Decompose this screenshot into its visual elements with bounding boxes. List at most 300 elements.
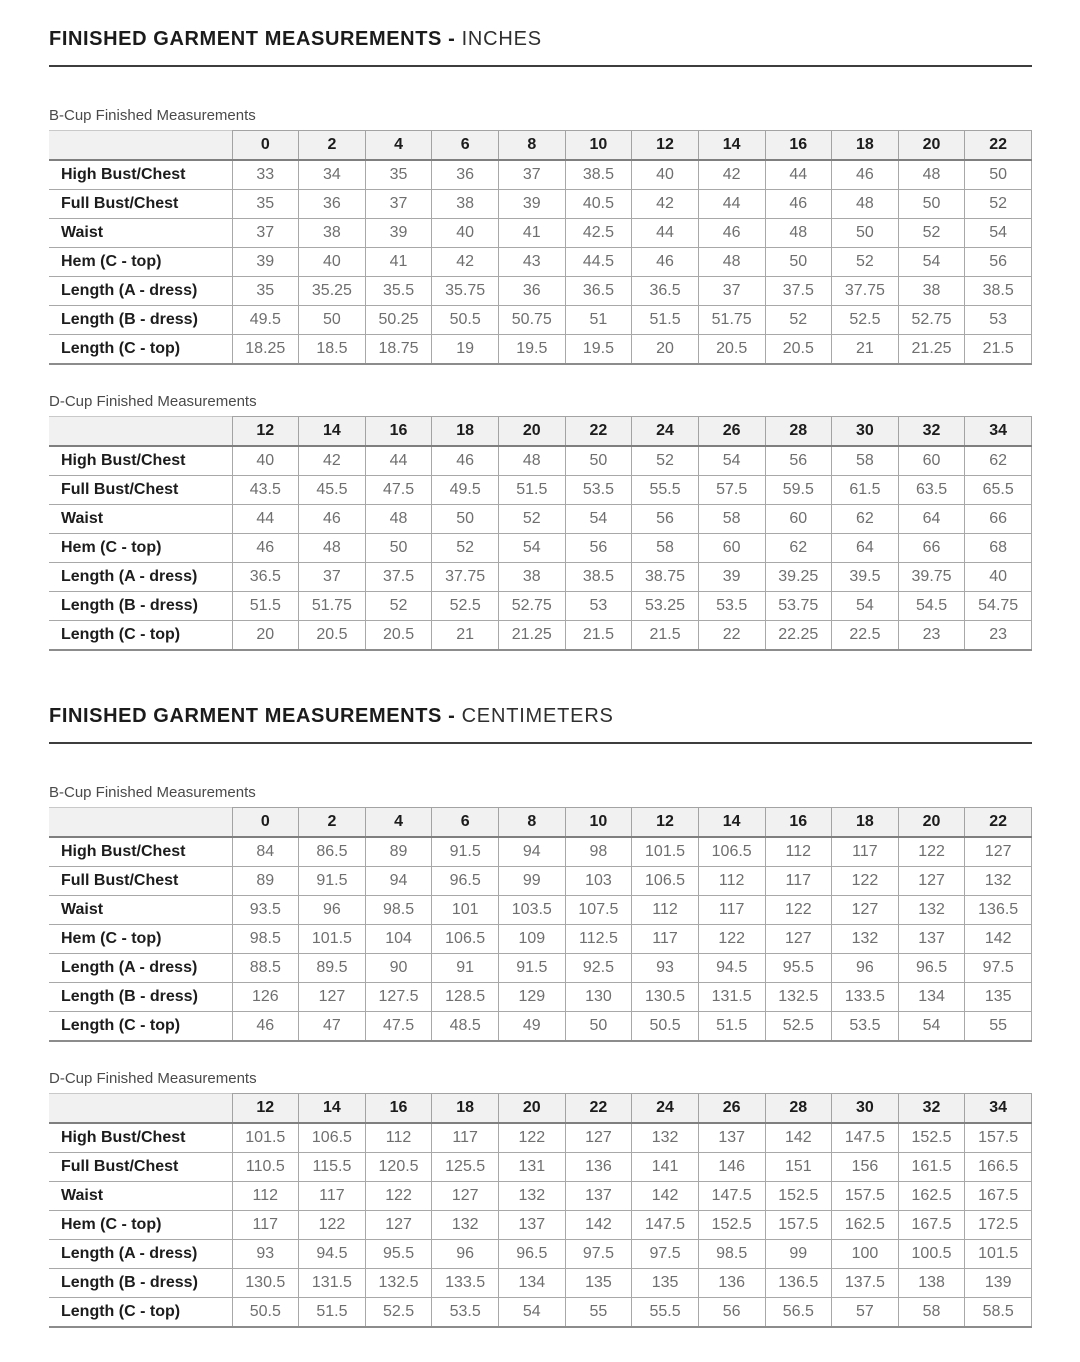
measurement-value: 127.5 (365, 983, 432, 1012)
table-row (49, 306, 1032, 335)
measurement-value: 44 (698, 190, 765, 219)
measurement-value: 36 (499, 277, 566, 306)
measurement-value: 104 (365, 925, 432, 954)
size-header: 22 (565, 1094, 632, 1124)
measurement-value: 51.5 (698, 1012, 765, 1042)
measurement-value: 50 (832, 219, 899, 248)
measurement-value: 50.75 (499, 306, 566, 335)
measurement-value: 166.5 (965, 1153, 1032, 1182)
measurement-value: 112 (632, 896, 699, 925)
measurement-value: 137 (499, 1211, 566, 1240)
measurement-value: 53.25 (632, 592, 699, 621)
measurement-value: 66 (965, 505, 1032, 534)
measurement-value: 54 (898, 1012, 965, 1042)
measurement-value: 91.5 (432, 837, 499, 867)
size-header: 6 (432, 131, 499, 161)
dcup-inches-block (49, 393, 1032, 651)
measurement-value: 53.5 (432, 1298, 499, 1328)
section-centimeters (49, 703, 1032, 1328)
measurement-value: 48 (765, 219, 832, 248)
measurement-value: 152.5 (898, 1123, 965, 1153)
row-label: Length (A - dress) (49, 954, 232, 983)
measurement-value: 40 (632, 160, 699, 190)
measurement-value: 21 (432, 621, 499, 651)
measurement-value: 50 (965, 160, 1032, 190)
measurement-value: 22 (698, 621, 765, 651)
measurement-value: 62 (832, 505, 899, 534)
measurement-value: 137 (698, 1123, 765, 1153)
measurement-value: 36.5 (232, 563, 299, 592)
measurement-value: 106.5 (432, 925, 499, 954)
measurement-value: 66 (898, 534, 965, 563)
measurement-value: 54 (499, 534, 566, 563)
measurement-value: 135 (565, 1269, 632, 1298)
measurement-value: 39 (232, 248, 299, 277)
measurement-value: 127 (432, 1182, 499, 1211)
size-header: 22 (965, 808, 1032, 838)
measurement-value: 52.75 (898, 306, 965, 335)
row-label: Full Bust/Chest (49, 476, 232, 505)
size-header: 34 (965, 1094, 1032, 1124)
measurement-value: 44.5 (565, 248, 632, 277)
table-row (49, 1269, 1032, 1298)
measurement-value: 101.5 (232, 1123, 299, 1153)
measurement-value: 50.5 (232, 1298, 299, 1328)
dcup-cm-table (49, 1093, 1032, 1328)
measurement-value: 127 (765, 925, 832, 954)
measurement-value: 96 (299, 896, 366, 925)
measurement-value: 98.5 (365, 896, 432, 925)
table-row (49, 621, 1032, 651)
measurement-value: 60 (698, 534, 765, 563)
measurement-value: 122 (765, 896, 832, 925)
size-header: 16 (365, 1094, 432, 1124)
measurement-value: 130 (565, 983, 632, 1012)
measurement-value: 122 (832, 867, 899, 896)
size-header: 24 (632, 1094, 699, 1124)
size-header: 34 (965, 417, 1032, 447)
measurement-value: 49.5 (232, 306, 299, 335)
measurement-value: 97.5 (965, 954, 1032, 983)
measurement-value: 99 (765, 1240, 832, 1269)
measurement-value: 162.5 (832, 1211, 899, 1240)
size-header: 20 (499, 417, 566, 447)
size-header-row (49, 131, 1032, 161)
measurement-value: 51.75 (698, 306, 765, 335)
size-header: 16 (765, 808, 832, 838)
measurement-value: 50 (565, 446, 632, 476)
measurement-value: 125.5 (432, 1153, 499, 1182)
table-row (49, 867, 1032, 896)
size-header: 18 (832, 131, 899, 161)
row-label: Waist (49, 505, 232, 534)
measurement-value: 133.5 (432, 1269, 499, 1298)
size-header: 10 (565, 808, 632, 838)
measurement-value: 142 (632, 1182, 699, 1211)
size-header: 28 (765, 1094, 832, 1124)
measurement-value: 40.5 (565, 190, 632, 219)
table-row (49, 983, 1032, 1012)
measurement-value: 35.75 (432, 277, 499, 306)
measurement-value: 42.5 (565, 219, 632, 248)
measurement-value: 142 (965, 925, 1032, 954)
measurement-value: 35 (365, 160, 432, 190)
measurement-value: 50 (565, 1012, 632, 1042)
measurement-value: 132.5 (765, 983, 832, 1012)
measurement-value: 89 (232, 867, 299, 896)
measurement-value: 132 (965, 867, 1032, 896)
measurement-value: 147.5 (832, 1123, 899, 1153)
measurement-value: 122 (365, 1182, 432, 1211)
row-label: Length (C - top) (49, 621, 232, 651)
size-header: 8 (499, 808, 566, 838)
measurement-value: 37 (232, 219, 299, 248)
measurement-value: 54 (499, 1298, 566, 1328)
measurement-value: 122 (698, 925, 765, 954)
measurement-value: 94 (365, 867, 432, 896)
measurement-value: 50.25 (365, 306, 432, 335)
size-header: 26 (698, 417, 765, 447)
measurement-value: 117 (432, 1123, 499, 1153)
measurement-value: 58 (698, 505, 765, 534)
row-label: High Bust/Chest (49, 1123, 232, 1153)
size-header: 16 (765, 131, 832, 161)
table-row (49, 1153, 1032, 1182)
size-header: 18 (432, 417, 499, 447)
size-header: 26 (698, 1094, 765, 1124)
size-header: 20 (499, 1094, 566, 1124)
measurement-value: 40 (965, 563, 1032, 592)
measurement-value: 112.5 (565, 925, 632, 954)
measurement-value: 40 (232, 446, 299, 476)
measurement-value: 35 (232, 190, 299, 219)
measurement-value: 117 (632, 925, 699, 954)
measurement-value: 51.75 (299, 592, 366, 621)
measurement-value: 46 (232, 534, 299, 563)
measurement-value: 64 (832, 534, 899, 563)
measurement-value: 128.5 (432, 983, 499, 1012)
measurement-value: 37.75 (832, 277, 899, 306)
size-header: 24 (632, 417, 699, 447)
measurement-value: 96.5 (898, 954, 965, 983)
measurement-value: 65.5 (965, 476, 1032, 505)
measurement-value: 46 (299, 505, 366, 534)
measurement-value: 136 (565, 1153, 632, 1182)
measurement-value: 52 (365, 592, 432, 621)
measurement-value: 117 (232, 1211, 299, 1240)
measurement-value: 56 (565, 534, 632, 563)
measurement-value: 46 (698, 219, 765, 248)
table-caption: B-Cup Finished Measurements (49, 107, 256, 124)
measurement-value: 130.5 (632, 983, 699, 1012)
measurement-value: 44 (232, 505, 299, 534)
measurement-value: 23 (965, 621, 1032, 651)
measurement-value: 48 (898, 160, 965, 190)
measurement-value: 38.5 (565, 563, 632, 592)
measurement-value: 55.5 (632, 1298, 699, 1328)
measurement-value: 44 (632, 219, 699, 248)
measurement-value: 106.5 (632, 867, 699, 896)
measurement-value: 54 (898, 248, 965, 277)
measurement-value: 63.5 (898, 476, 965, 505)
measurement-value: 56 (765, 446, 832, 476)
measurement-value: 36 (299, 190, 366, 219)
measurement-value: 54 (965, 219, 1032, 248)
measurement-value: 22.5 (832, 621, 899, 651)
measurement-value: 132 (432, 1211, 499, 1240)
row-label: Waist (49, 1182, 232, 1211)
measurement-value: 52.5 (432, 592, 499, 621)
measurement-value: 50 (365, 534, 432, 563)
measurement-value: 42 (299, 446, 366, 476)
measurement-value: 47 (299, 1012, 366, 1042)
corner-cell (49, 808, 232, 838)
corner-cell (49, 131, 232, 161)
measurement-value: 22.25 (765, 621, 832, 651)
measurement-value: 161.5 (898, 1153, 965, 1182)
size-header: 12 (232, 1094, 299, 1124)
measurement-value: 37 (299, 563, 366, 592)
measurement-value: 55.5 (632, 476, 699, 505)
table-row (49, 1012, 1032, 1042)
measurement-value: 37 (499, 160, 566, 190)
row-label: Hem (C - top) (49, 534, 232, 563)
table-row (49, 446, 1032, 476)
section-title-inches (49, 26, 1032, 52)
measurement-value: 50.5 (632, 1012, 699, 1042)
measurement-value: 95.5 (365, 1240, 432, 1269)
measurement-value: 106.5 (299, 1123, 366, 1153)
measurement-value: 36 (432, 160, 499, 190)
section-title-bold: FINISHED GARMENT MEASUREMENTS - (49, 28, 456, 50)
measurement-value: 43 (499, 248, 566, 277)
measurement-value: 146 (698, 1153, 765, 1182)
measurement-value: 98.5 (232, 925, 299, 954)
measurement-value: 20.5 (365, 621, 432, 651)
table-caption: D-Cup Finished Measurements (49, 393, 257, 410)
measurement-value: 37 (698, 277, 765, 306)
measurement-value: 167.5 (898, 1211, 965, 1240)
measurement-value: 134 (499, 1269, 566, 1298)
size-header: 18 (432, 1094, 499, 1124)
row-label: Length (B - dress) (49, 592, 232, 621)
measurement-value: 55 (565, 1298, 632, 1328)
measurement-value: 52 (765, 306, 832, 335)
measurement-value: 52.5 (832, 306, 899, 335)
measurement-value: 19 (432, 335, 499, 365)
measurement-value: 20.5 (299, 621, 366, 651)
measurement-value: 52 (499, 505, 566, 534)
measurement-value: 101.5 (632, 837, 699, 867)
measurement-value: 20.5 (765, 335, 832, 365)
measurement-value: 52.5 (365, 1298, 432, 1328)
measurement-value: 21.5 (565, 621, 632, 651)
measurement-value: 36.5 (632, 277, 699, 306)
measurement-value: 44 (765, 160, 832, 190)
measurement-value: 53.5 (832, 1012, 899, 1042)
row-label: Length (A - dress) (49, 277, 232, 306)
row-label: Hem (C - top) (49, 925, 232, 954)
table-row (49, 190, 1032, 219)
measurement-value: 137 (898, 925, 965, 954)
section-inches (49, 26, 1032, 651)
table-row (49, 534, 1032, 563)
measurement-value: 136 (698, 1269, 765, 1298)
measurement-value: 136.5 (965, 896, 1032, 925)
size-header: 22 (965, 131, 1032, 161)
measurement-value: 167.5 (965, 1182, 1032, 1211)
measurement-value: 48 (299, 534, 366, 563)
measurement-value: 19.5 (565, 335, 632, 365)
size-header: 14 (698, 131, 765, 161)
row-label: High Bust/Chest (49, 160, 232, 190)
measurement-value: 57 (832, 1298, 899, 1328)
measurement-value: 96 (832, 954, 899, 983)
measurement-value: 91.5 (499, 954, 566, 983)
measurement-value: 20 (632, 335, 699, 365)
dcup-cm-block (49, 1070, 1032, 1328)
measurement-value: 131.5 (698, 983, 765, 1012)
measurement-value: 47.5 (365, 1012, 432, 1042)
measurement-value: 20 (232, 621, 299, 651)
size-header: 14 (299, 1094, 366, 1124)
measurement-value: 56 (698, 1298, 765, 1328)
table-row (49, 1298, 1032, 1328)
measurement-value: 132 (499, 1182, 566, 1211)
measurement-value: 137 (565, 1182, 632, 1211)
measurement-value: 96.5 (499, 1240, 566, 1269)
measurement-value: 48 (365, 505, 432, 534)
measurement-value: 151 (765, 1153, 832, 1182)
measurement-value: 60 (765, 505, 832, 534)
measurement-value: 127 (365, 1211, 432, 1240)
measurement-value: 21.5 (965, 335, 1032, 365)
measurement-value: 38 (432, 190, 499, 219)
measurement-value: 132 (632, 1123, 699, 1153)
measurement-value: 62 (965, 446, 1032, 476)
measurement-value: 131.5 (299, 1269, 366, 1298)
measurement-value: 38 (499, 563, 566, 592)
measurement-value: 88.5 (232, 954, 299, 983)
measurement-value: 106.5 (698, 837, 765, 867)
bcup-inches-block (49, 107, 1032, 365)
measurement-value: 52 (898, 219, 965, 248)
measurement-value: 54 (698, 446, 765, 476)
measurement-value: 39.25 (765, 563, 832, 592)
measurement-value: 127 (832, 896, 899, 925)
measurement-value: 49 (499, 1012, 566, 1042)
measurement-value: 142 (765, 1123, 832, 1153)
row-label: High Bust/Chest (49, 446, 232, 476)
table-row (49, 335, 1032, 365)
measurement-value: 33 (232, 160, 299, 190)
measurement-value: 96.5 (432, 867, 499, 896)
table-row (49, 476, 1032, 505)
measurement-value: 21 (832, 335, 899, 365)
measurement-value: 54.75 (965, 592, 1032, 621)
measurement-value: 44 (365, 446, 432, 476)
size-header-row (49, 1094, 1032, 1124)
measurement-value: 95.5 (765, 954, 832, 983)
measurement-value: 101 (432, 896, 499, 925)
measurement-value: 54 (565, 505, 632, 534)
measurement-value: 42 (632, 190, 699, 219)
row-label: Hem (C - top) (49, 248, 232, 277)
measurement-value: 172.5 (965, 1211, 1032, 1240)
measurement-value: 42 (698, 160, 765, 190)
measurement-value: 107.5 (565, 896, 632, 925)
measurement-value: 35.5 (365, 277, 432, 306)
measurement-value: 54 (832, 592, 899, 621)
measurement-value: 38.5 (565, 160, 632, 190)
size-header: 8 (499, 131, 566, 161)
size-header: 12 (632, 131, 699, 161)
measurement-value: 39.5 (832, 563, 899, 592)
measurement-value: 53.5 (698, 592, 765, 621)
measurement-value: 51.5 (632, 306, 699, 335)
row-label: Length (C - top) (49, 1298, 232, 1328)
size-header: 16 (365, 417, 432, 447)
measurement-value: 46 (632, 248, 699, 277)
measurement-value: 58.5 (965, 1298, 1032, 1328)
measurement-value: 152.5 (698, 1211, 765, 1240)
row-label: Length (A - dress) (49, 1240, 232, 1269)
measurement-value: 59.5 (765, 476, 832, 505)
measurement-value: 37.75 (432, 563, 499, 592)
title-divider (49, 742, 1032, 744)
measurement-value: 39 (698, 563, 765, 592)
measurement-value: 52 (432, 534, 499, 563)
row-label: Full Bust/Chest (49, 867, 232, 896)
row-label: High Bust/Chest (49, 837, 232, 867)
section-title-bold: FINISHED GARMENT MEASUREMENTS - (49, 705, 456, 727)
measurement-value: 112 (698, 867, 765, 896)
measurement-value: 68 (965, 534, 1032, 563)
size-header: 2 (299, 808, 366, 838)
measurement-value: 97.5 (565, 1240, 632, 1269)
table-row (49, 505, 1032, 534)
measurement-value: 126 (232, 983, 299, 1012)
size-header: 32 (898, 1094, 965, 1124)
measurement-value: 64 (898, 505, 965, 534)
measurement-value: 91.5 (299, 867, 366, 896)
measurement-value: 122 (499, 1123, 566, 1153)
size-header: 14 (698, 808, 765, 838)
measurement-value: 117 (698, 896, 765, 925)
measurement-value: 103 (565, 867, 632, 896)
size-header: 12 (632, 808, 699, 838)
size-header: 4 (365, 131, 432, 161)
measurement-value: 129 (499, 983, 566, 1012)
measurement-value: 51.5 (232, 592, 299, 621)
table-row (49, 248, 1032, 277)
measurement-value: 53.75 (765, 592, 832, 621)
measurement-value: 18.75 (365, 335, 432, 365)
measurement-value: 38.5 (965, 277, 1032, 306)
measurement-value: 132 (898, 896, 965, 925)
measurement-value: 40 (432, 219, 499, 248)
measurement-value: 54.5 (898, 592, 965, 621)
measurement-value: 89 (365, 837, 432, 867)
measurement-value: 52 (832, 248, 899, 277)
measurement-value: 35 (232, 277, 299, 306)
measurement-value: 157.5 (765, 1211, 832, 1240)
measurement-value: 142 (565, 1211, 632, 1240)
measurement-value: 19.5 (499, 335, 566, 365)
measurement-value: 122 (299, 1211, 366, 1240)
measurement-value: 52 (632, 446, 699, 476)
measurement-value: 58 (898, 1298, 965, 1328)
